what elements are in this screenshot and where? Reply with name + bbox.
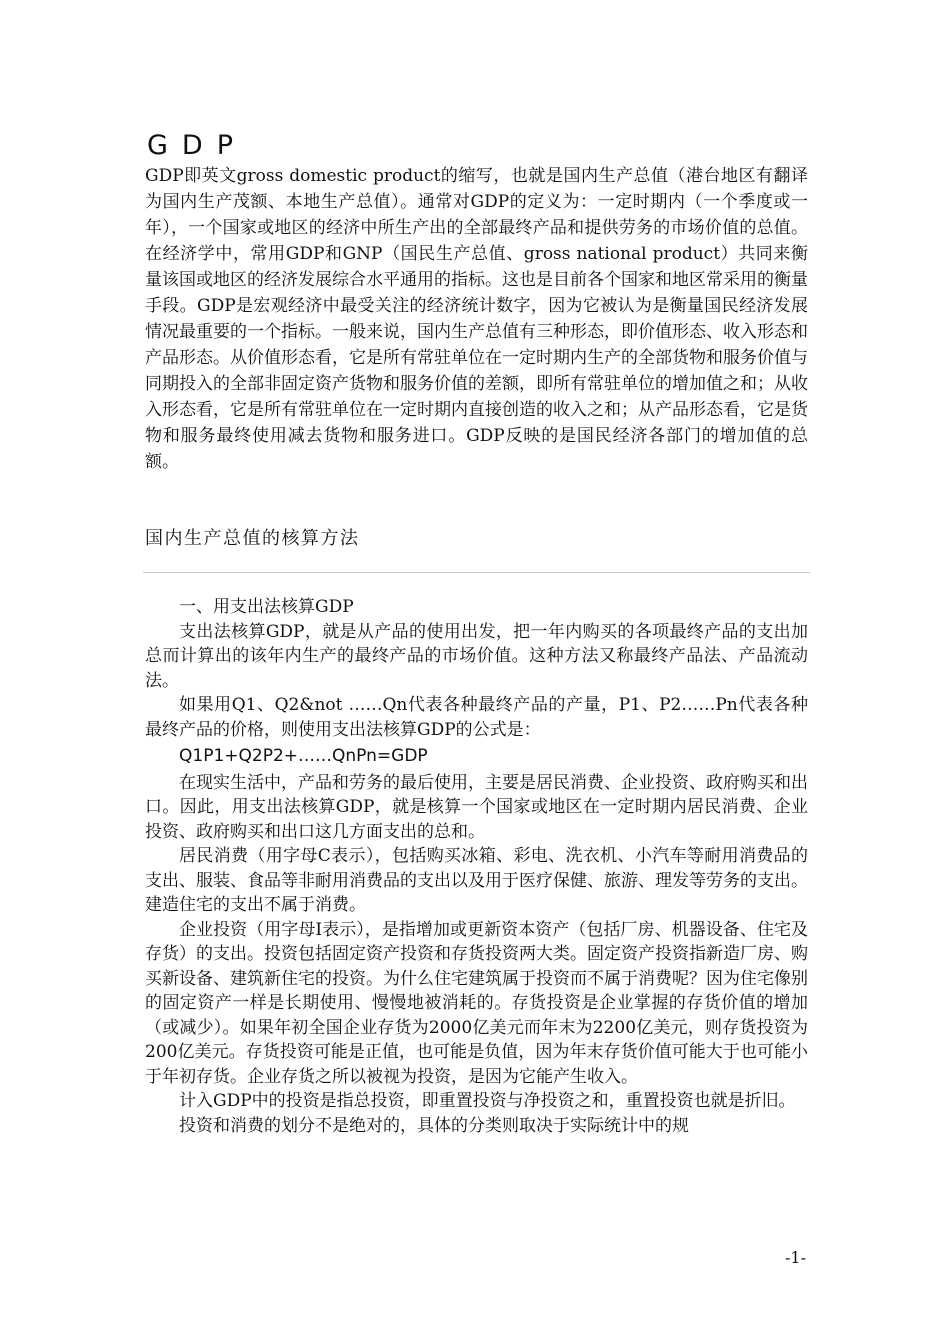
page-number: -1-: [785, 1248, 806, 1267]
paragraph: 如果用Q1、Q2&not ……Qn代表各种最终产品的产量，P1、P2……Pn代表各种最终产品的价格，则使用支出法核算GDP的公式是：: [145, 695, 808, 740]
document-title: GDP: [147, 130, 247, 162]
paragraph: 投资和消费的划分不是绝对的，具体的分类则取决于实际统计中的规: [179, 1115, 689, 1136]
intro-paragraph: GDP即英文gross domestic product的缩写，也就是国内生产总值（港台地区有翻译为国内生产茂额、本地生产总值）。通常对GDP的定义为：一定时期内（一个季度或一年），一个国家或地区的经济中所生产出的全部最终产品和提供劳务的市场价值的总值。在经济学中，常用GDP和GNP（国民生产总值、gross national product）共同来衡量该国或地区的经济发展综合水平通用的指标。这也是目前各个国家和地区常采用的衡量手段。GDP是宏观经济中最受关注的经济统计数字，因为它被认为是衡量国民经济发展情况最重要的一个指标。一般来说，国内生产总值有三种形态，即价值形态、收入形态和产品形态。从价值形态看，它是所有常驻单位在一定时期内生产的全部货物和服务价值与同期投入的全部非固定资产货物和服务价值的差额，即所有常驻单位的增加值之和；从收入形态看，它是所有常驻单位在一定时期内直接创造的收入之和；从产品形态看，它是货物和服务最终使用减去货物和服务进口。GDP反映的是国民经济各部门的增加值的总额。: [145, 166, 808, 472]
horizontal-divider: [143, 572, 810, 573]
paragraph: 计入GDP中的投资是指总投资，即重置投资与净投资之和，重置投资也就是折旧。: [179, 1091, 796, 1111]
body-text: [145, 595, 808, 1138]
gdp-formula: Q1P1+Q2P2+……QnPn=GDP: [179, 746, 428, 766]
paragraph: 支出法核算GDP，就是从产品的使用出发，把一年内购买的各项最终产品的支出加总而计算出的该年内生产的最终产品的市场价值。这种方法又称最终产品法、产品流动法。: [145, 621, 808, 691]
section-heading: 国内生产总值的核算方法: [145, 528, 360, 549]
paragraph: 在现实生活中，产品和劳务的最后使用，主要是居民消费、企业投资、政府购买和出口。因此，用支出法核算GDP，就是核算一个国家或地区在一定时期内居民消费、企业投资、政府购买和出口这几方面支出的总和。: [145, 772, 808, 842]
paragraph: 居民消费（用字母C表示），包括购买冰箱、彩电、洗衣机、小汽车等耐用消费品的支出、服装、食品等非耐用消费品的支出以及用于医疗保健、旅游、理发等劳务的支出。建造住宅的支出不属于消费。: [145, 846, 808, 915]
paragraph: 企业投资（用字母I表示），是指增加或更新资本资产（包括厂房、机器设备、住宅及存货）的支出。投资包括固定资产投资和存货投资两大类。固定资产投资指新造厂房、购买新设备、建筑新住宅的投资。为什么住宅建筑属于投资而不属于消费呢？因为住宅像别的固定资产一样是长期使用、慢慢地被消耗的。存货投资是企业掌握的存货价值的增加（或减少）。如果年初全国企业存货为2000亿美元而年末为2200亿美元，则存货投资为200亿美元。存货投资可能是正值，也可能是负值，因为年末存货价值可能大于也可能小于年初存货。企业存货之所以被视为投资，是因为它能产生收入。: [145, 919, 808, 1087]
sub-heading-expenditure-method: 一、用支出法核算GDP: [179, 597, 354, 617]
